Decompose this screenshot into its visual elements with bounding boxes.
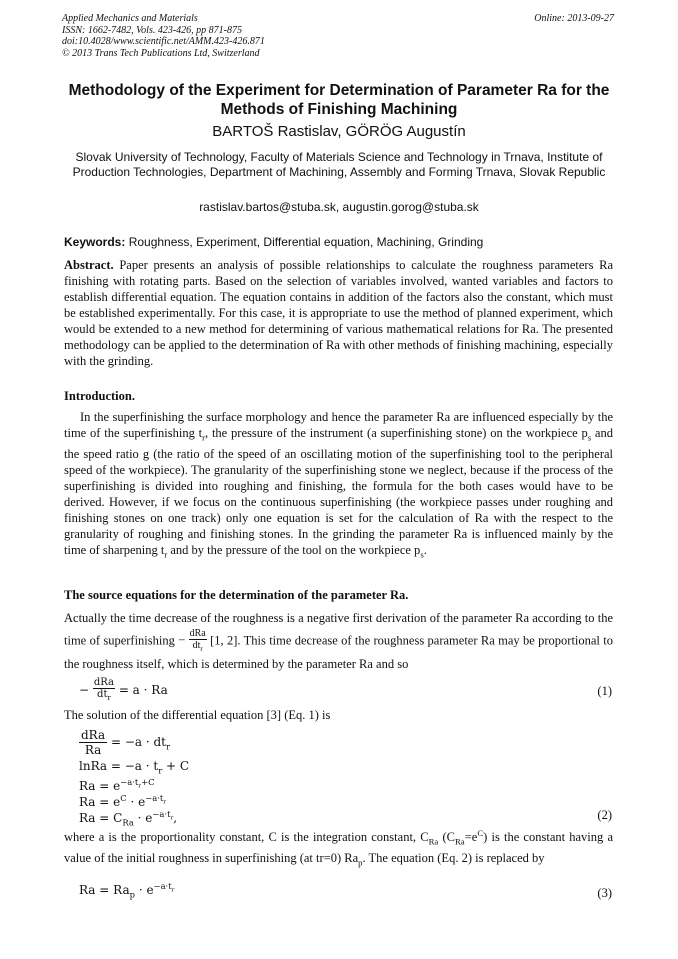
inline-derivative: − $\frac{\text{dRa}}{dt_r}$ [178,628,206,653]
abstract-text: Paper presents an analysis of possible relationships to calculate the roughness parameters Ra finishing with rotating parts. Based on the selection of variables involved, wanted variables and factors to establish differential equation. The equation contains in addition of the factors also the constant, which must be established experimentally. For this case, it is appropriate to use the method of planned experiment, which would be extended to a new method for determining of various mathematical relations for Ra. The presented methodology can be applied to the determination of Ra with other methods of finishing machining, especially with the grinding. [64,258,613,368]
intro-paragraph: In the superfinishing the surface morphology and hence the parameter Ra are influenced especially by the time of the superfinishing $t_r$, the pressure of the instrument (a superfinishing stone) on the workpiece $p_s$ and the speed ratio g (the ratio of the speed of an oscillating motion of the superfinishing tool to the peripheral speed of the workpiece). The granularity of the superfinishing stone we neglect, because if the process of the superfinishing is divided into roughing and finishing, the formula for the both cases would have to be derived. However, if we focus on the continuous superfinishing (the workpiece passes under roughing and finishing stones on one track) only one equation is set for the calculation of Ra with the respect to the granularity of roughing and finishing stones. In the grinding the parameter Ra is influenced mainly by the time of sharpening $t_r$ and by the pressure of the tool on the workpiece $p_s$. [64,410,613,559]
copyright: © 2013 Trans Tech Publications Ltd, Switzerland [62,47,260,59]
doi: doi:10.4028/www.scientific.net/AMM.423-426.871 [62,36,265,47]
solution-text: The solution of the differential equation [3] (Eq. 1) is [64,708,331,722]
online-date: Online: 2013-09-27 [534,13,614,24]
journal-name: Applied Mechanics and Materials [62,13,198,24]
equation-1-number: (1) [597,684,612,698]
keywords-label: Keywords: [64,235,126,249]
authors: BARTOŠ Rastislav, GÖRÖG Augustín [212,123,466,140]
keywords [64,235,624,249]
keywords-list: Roughness, Experiment, Differential equation, Machining, Grinding [125,235,484,249]
source-heading: The source equations for the determination of the parameter Ra. [64,588,409,602]
equation-3: $Ra = Ra_p \cdot e^{-a\cdot t_r}$ [79,881,175,900]
equation-2-number: (2) [597,808,612,822]
where-paragraph: where a is the proportionality constant, C is the integration constant, $C_{Ra}$ $(C_{Ra}=e^C)$ is the constant having a value of the initial roughness in superfinishing (at tr=0) $Ra_p$. The equation (Eq. 2) is replaced by [64,828,614,868]
source-paragraph: Actually the time decrease of the roughness is a negative first derivation of the parameter Ra according to the time of superfinishing − $\frac{\text{dRa}}{dt_r}$ [1, 2]. This time decrease of the roughness parameter Ra may be proportional to the roughness itself, which is determined by the parameter Ra and so [64,611,613,671]
abstract-label: Abstract. [64,258,114,272]
paper-title: Methodology of the Experiment for Determination of Parameter Ra for the Methods of Finishing Machining [68,82,610,118]
issn: ISSN: 1662-7482, Vols. 423-426, pp 871-875 [62,24,242,36]
intro-heading: Introduction. [64,389,135,403]
journal-meta [62,13,265,59]
affiliation: Slovak University of Technology, Faculty of Materials Science and Technology in Trnava, Institute of Production Technologies, Department of Machining, Assembly and Forming Trnava, Slovak Republic [72,150,606,179]
abstract [64,257,613,369]
equation-1: − $\frac{\text{dRa}}{dt_r}$ = a · Ra [79,677,168,702]
equation-3-number: (3) [597,886,612,900]
author-emails[interactable]: rastislav.bartos@stuba.sk, augustin.gorog@stuba.sk [199,200,479,214]
equation-2: $\frac{\text{dRa}}{Ra} = -a \cdot dt_r$ lnRa = $-a \cdot t_r + C$ $Ra = e^{-a\cdot t_r+C}$ $Ra = e^C \cdot e^{-a\cdot t_r}$ $Ra = C_{Ra} \cdot e^{-a\cdot t_r}$, [79,728,190,828]
